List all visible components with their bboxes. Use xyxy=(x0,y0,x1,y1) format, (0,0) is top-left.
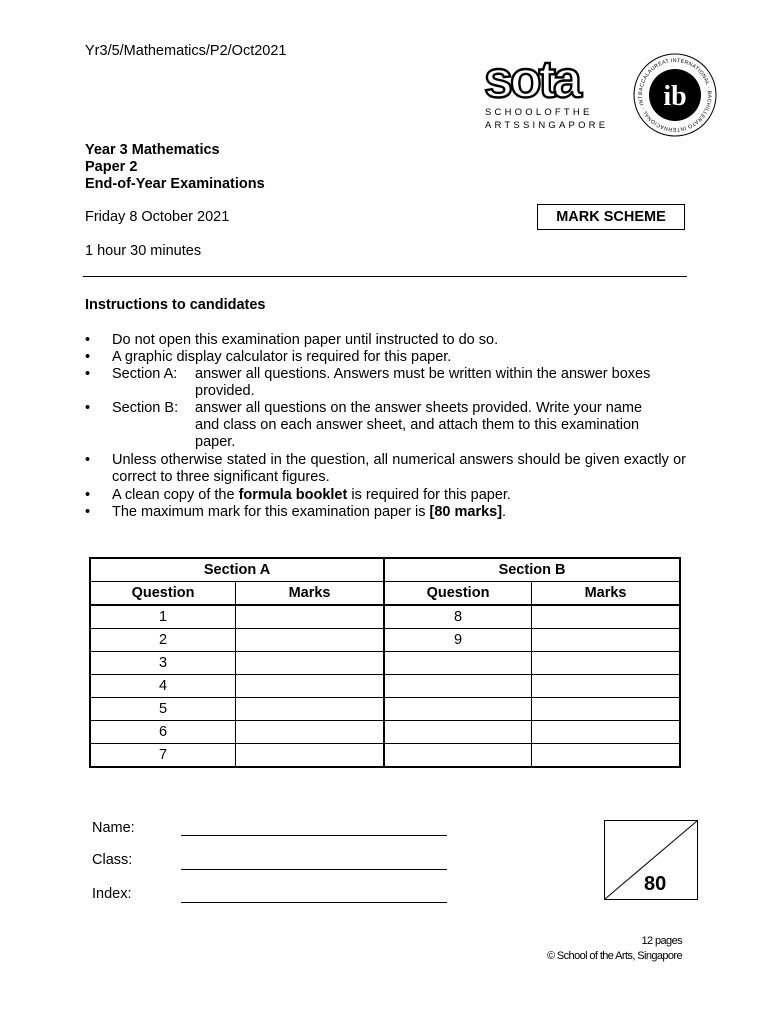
document-reference: Yr3/5/Mathematics/P2/Oct2021 xyxy=(85,43,287,59)
marks-cell[interactable] xyxy=(532,675,680,698)
total-marks: 80 xyxy=(644,873,667,895)
marks-cell[interactable] xyxy=(532,629,680,652)
sota-logo-line2: ARTSSINGAPORE xyxy=(485,120,609,131)
exam-date: Friday 8 October 2021 xyxy=(85,209,230,225)
table-row: 1 8 xyxy=(90,605,680,629)
exam-duration: 1 hour 30 minutes xyxy=(85,243,202,259)
col-marks-a: Marks xyxy=(236,582,384,606)
index-label: Index: xyxy=(92,886,132,902)
section-a-header: Section A xyxy=(90,558,384,582)
sota-wordmark-icon xyxy=(483,57,613,103)
marks-cell[interactable] xyxy=(236,744,384,768)
copyright: © School of the Arts, Singapore xyxy=(546,950,682,962)
marks-cell[interactable] xyxy=(236,629,384,652)
ib-logo xyxy=(632,52,718,138)
marks-cell[interactable] xyxy=(236,605,384,629)
page-count: 12 pages xyxy=(641,935,682,947)
table-row: 7 xyxy=(90,744,680,768)
exam-paper: Paper 2 xyxy=(85,159,138,175)
col-question-a: Question xyxy=(90,582,236,606)
sota-logo xyxy=(483,57,613,135)
class-field[interactable] xyxy=(181,869,447,870)
divider xyxy=(83,276,687,277)
svg-text:ib: ib xyxy=(663,81,687,112)
table-row: 4 xyxy=(90,675,680,698)
col-marks-b: Marks xyxy=(532,582,680,606)
mark-scheme-badge: MARK SCHEME xyxy=(537,204,685,230)
instructions-heading: Instructions to candidates xyxy=(85,297,266,313)
marks-cell[interactable] xyxy=(236,675,384,698)
name-field[interactable] xyxy=(181,835,447,836)
table-row: 2 9 xyxy=(90,629,680,652)
table-row: 3 xyxy=(90,652,680,675)
table-row: 6 xyxy=(90,721,680,744)
marks-cell[interactable] xyxy=(532,652,680,675)
marks-cell[interactable] xyxy=(532,721,680,744)
marks-cell[interactable] xyxy=(236,698,384,721)
marks-cell[interactable] xyxy=(532,698,680,721)
svg-text:BACCALAURÉAT INTERNATIONAL · B: BACCALAURÉAT INTERNATIONAL · BACHILLERATO INTERNACIONAL · INT xyxy=(637,57,713,133)
section-b-header: Section B xyxy=(384,558,680,582)
sota-logo-line1: SCHOOLOFTHE xyxy=(485,107,593,118)
table-row: 5 xyxy=(90,698,680,721)
marks-table xyxy=(89,557,681,768)
marks-cell[interactable] xyxy=(236,652,384,675)
exam-title: Year 3 Mathematics xyxy=(85,142,220,158)
name-label: Name: xyxy=(92,820,135,836)
index-field[interactable] xyxy=(181,902,447,903)
marks-cell[interactable] xyxy=(236,721,384,744)
svg-text:sota: sota xyxy=(484,57,579,103)
exam-name: End-of-Year Examinations xyxy=(85,176,265,192)
col-question-b: Question xyxy=(384,582,532,606)
ib-seal-icon xyxy=(632,52,718,138)
marks-cell[interactable] xyxy=(532,605,680,629)
marks-cell[interactable] xyxy=(532,744,680,768)
class-label: Class: xyxy=(92,852,133,868)
